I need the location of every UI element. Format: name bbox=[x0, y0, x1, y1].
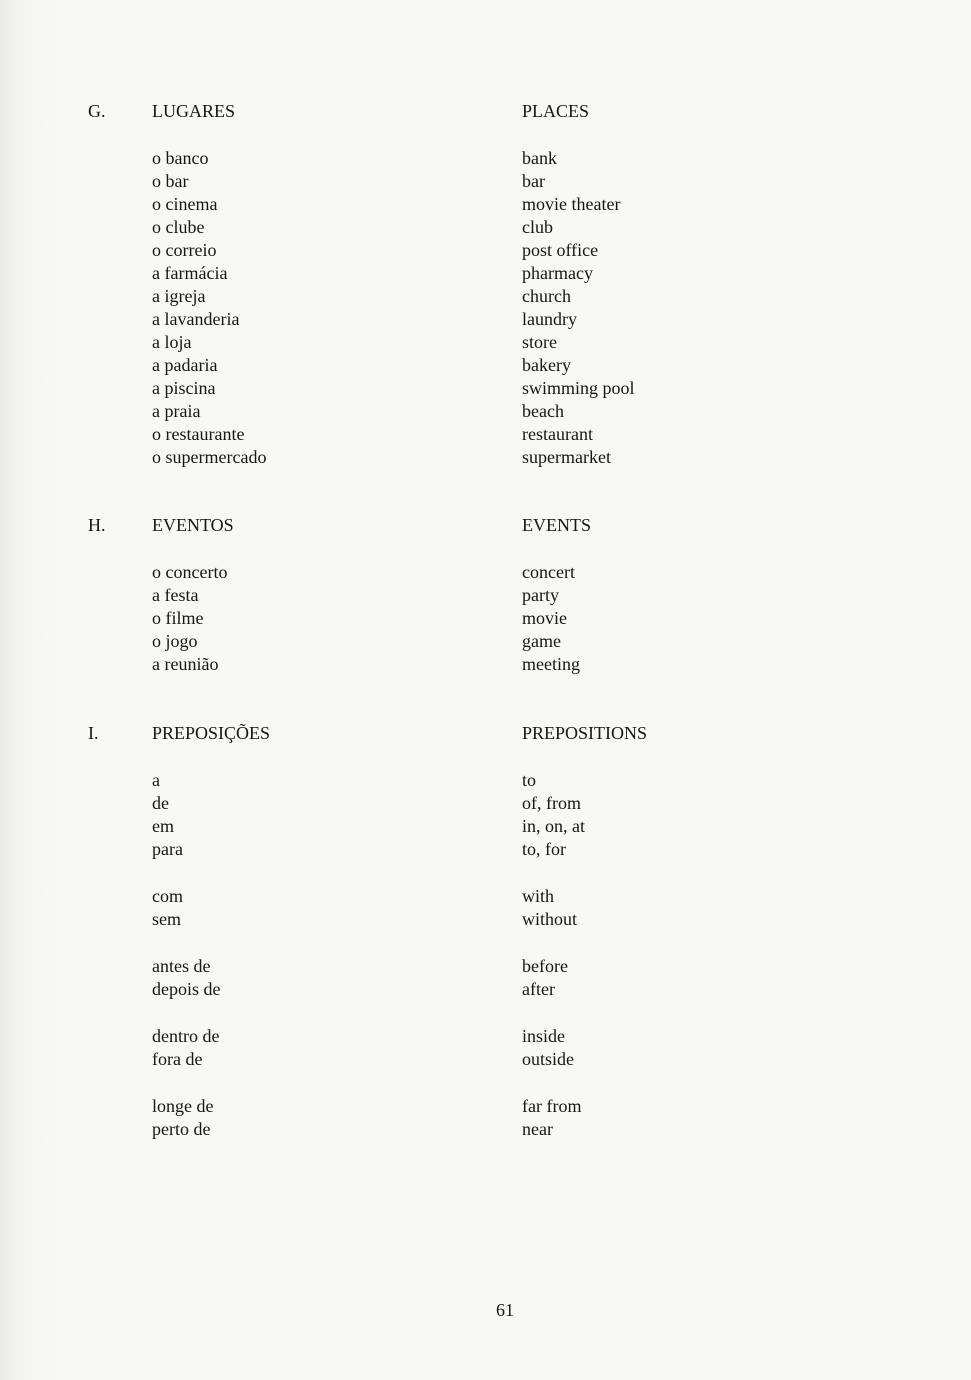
vocab-term-pt: a piscina bbox=[152, 378, 216, 398]
vocab-row bbox=[0, 262, 971, 285]
vocab-term-pt: de bbox=[152, 793, 169, 813]
vocab-term-en: with bbox=[522, 886, 555, 906]
vocab-term-en: before bbox=[522, 956, 568, 976]
vocab-row bbox=[0, 561, 971, 584]
vocab-row bbox=[0, 216, 971, 239]
vocab-row bbox=[0, 1048, 971, 1071]
vocab-row bbox=[0, 1118, 971, 1141]
vocab-row bbox=[0, 446, 971, 469]
vocab-term-en: bar bbox=[522, 171, 545, 191]
vocab-term-pt: o clube bbox=[152, 217, 205, 237]
vocab-term-en: club bbox=[522, 217, 553, 237]
section-letter: G. bbox=[88, 101, 106, 121]
section-letter: H. bbox=[88, 515, 106, 535]
vocab-term-en: party bbox=[522, 585, 559, 605]
vocab-term-pt: a igreja bbox=[152, 286, 206, 306]
section-heading-pt: PREPOSIÇÕES bbox=[152, 723, 271, 743]
vocab-row bbox=[0, 308, 971, 331]
vocab-term-en: inside bbox=[522, 1026, 565, 1046]
vocab-term-en: supermarket bbox=[522, 447, 611, 467]
vocab-term-en: movie theater bbox=[522, 194, 621, 214]
vocab-term-pt: a bbox=[152, 770, 160, 790]
section-heading-en: PREPOSITIONS bbox=[522, 723, 648, 743]
vocab-term-en: near bbox=[522, 1119, 553, 1139]
vocab-term-pt: com bbox=[152, 886, 183, 906]
vocab-term-en: church bbox=[522, 286, 571, 306]
vocab-term-en: outside bbox=[522, 1049, 574, 1069]
section-heading-pt: EVENTOS bbox=[152, 515, 234, 535]
vocab-term-pt: a praia bbox=[152, 401, 201, 421]
vocab-row bbox=[0, 147, 971, 170]
vocab-term-en: beach bbox=[522, 401, 564, 421]
vocab-term-pt: o supermercado bbox=[152, 447, 267, 467]
vocab-term-pt: fora de bbox=[152, 1049, 203, 1069]
vocab-row bbox=[0, 331, 971, 354]
vocab-row bbox=[0, 584, 971, 607]
vocab-list bbox=[0, 769, 971, 1141]
group-spacer bbox=[0, 861, 971, 885]
vocab-term-pt: a lavanderia bbox=[152, 309, 240, 329]
vocab-term-en: pharmacy bbox=[522, 263, 593, 283]
vocab-row bbox=[0, 838, 971, 861]
vocab-term-pt: sem bbox=[152, 909, 181, 929]
vocab-row bbox=[0, 908, 971, 931]
vocab-term-pt: o concerto bbox=[152, 562, 228, 582]
vocab-term-en: game bbox=[522, 631, 561, 651]
vocab-row bbox=[0, 170, 971, 193]
vocab-term-en: meeting bbox=[522, 654, 580, 674]
vocab-row bbox=[0, 792, 971, 815]
vocab-term-pt: dentro de bbox=[152, 1026, 220, 1046]
vocab-row bbox=[0, 769, 971, 792]
vocab-row bbox=[0, 653, 971, 676]
vocab-term-en: of, from bbox=[522, 793, 581, 813]
vocab-term-pt: antes de bbox=[152, 956, 211, 976]
vocab-term-en: restaurant bbox=[522, 424, 593, 444]
vocab-row bbox=[0, 400, 971, 423]
vocab-term-pt: a padaria bbox=[152, 355, 218, 375]
vocab-term-en: movie bbox=[522, 608, 567, 628]
vocab-list bbox=[0, 147, 971, 469]
vocab-row bbox=[0, 955, 971, 978]
vocab-term-pt: o correio bbox=[152, 240, 217, 260]
vocab-row bbox=[0, 1095, 971, 1118]
vocab-row bbox=[0, 423, 971, 446]
vocab-term-en: after bbox=[522, 979, 555, 999]
vocab-list bbox=[0, 561, 971, 676]
vocab-term-pt: o bar bbox=[152, 171, 189, 191]
section-heading-en: EVENTS bbox=[522, 515, 591, 535]
vocab-term-pt: depois de bbox=[152, 979, 221, 999]
vocab-term-en: laundry bbox=[522, 309, 577, 329]
vocab-term-pt: para bbox=[152, 839, 183, 859]
vocab-term-pt: a loja bbox=[152, 332, 192, 352]
vocab-term-pt: o restaurante bbox=[152, 424, 245, 444]
vocab-term-en: concert bbox=[522, 562, 575, 582]
section-heading-en: PLACES bbox=[522, 101, 590, 121]
vocab-term-en: store bbox=[522, 332, 557, 352]
page-number: 61 bbox=[496, 1300, 514, 1320]
vocab-term-pt: o cinema bbox=[152, 194, 218, 214]
vocab-term-en: bank bbox=[522, 148, 557, 168]
vocab-row bbox=[0, 354, 971, 377]
vocab-term-pt: em bbox=[152, 816, 174, 836]
vocab-term-en: far from bbox=[522, 1096, 582, 1116]
vocab-term-en: post office bbox=[522, 240, 599, 260]
vocab-term-en: in, on, at bbox=[522, 816, 585, 836]
vocab-term-pt: o filme bbox=[152, 608, 204, 628]
vocab-term-pt: o jogo bbox=[152, 631, 198, 651]
vocab-term-pt: a farmácia bbox=[152, 263, 228, 283]
vocab-row bbox=[0, 239, 971, 262]
vocab-row bbox=[0, 377, 971, 400]
vocab-row bbox=[0, 630, 971, 653]
vocab-row bbox=[0, 978, 971, 1001]
vocab-term-en: swimming pool bbox=[522, 378, 635, 398]
vocab-row bbox=[0, 1025, 971, 1048]
vocab-row bbox=[0, 885, 971, 908]
vocab-term-pt: a festa bbox=[152, 585, 199, 605]
vocab-term-en: to, for bbox=[522, 839, 566, 859]
vocab-term-pt: perto de bbox=[152, 1119, 211, 1139]
vocab-term-en: without bbox=[522, 909, 578, 929]
vocab-row bbox=[0, 607, 971, 630]
vocab-term-pt: a reunião bbox=[152, 654, 219, 674]
group-spacer bbox=[0, 1001, 971, 1025]
vocab-term-pt: longe de bbox=[152, 1096, 214, 1116]
section-heading-pt: LUGARES bbox=[152, 101, 236, 121]
section-letter: I. bbox=[88, 723, 99, 743]
group-spacer bbox=[0, 1071, 971, 1095]
vocab-row bbox=[0, 193, 971, 216]
vocab-row bbox=[0, 815, 971, 838]
group-spacer bbox=[0, 931, 971, 955]
vocab-term-en: bakery bbox=[522, 355, 571, 375]
vocab-term-pt: o banco bbox=[152, 148, 209, 168]
vocab-row bbox=[0, 285, 971, 308]
vocab-term-en: to bbox=[522, 770, 537, 790]
